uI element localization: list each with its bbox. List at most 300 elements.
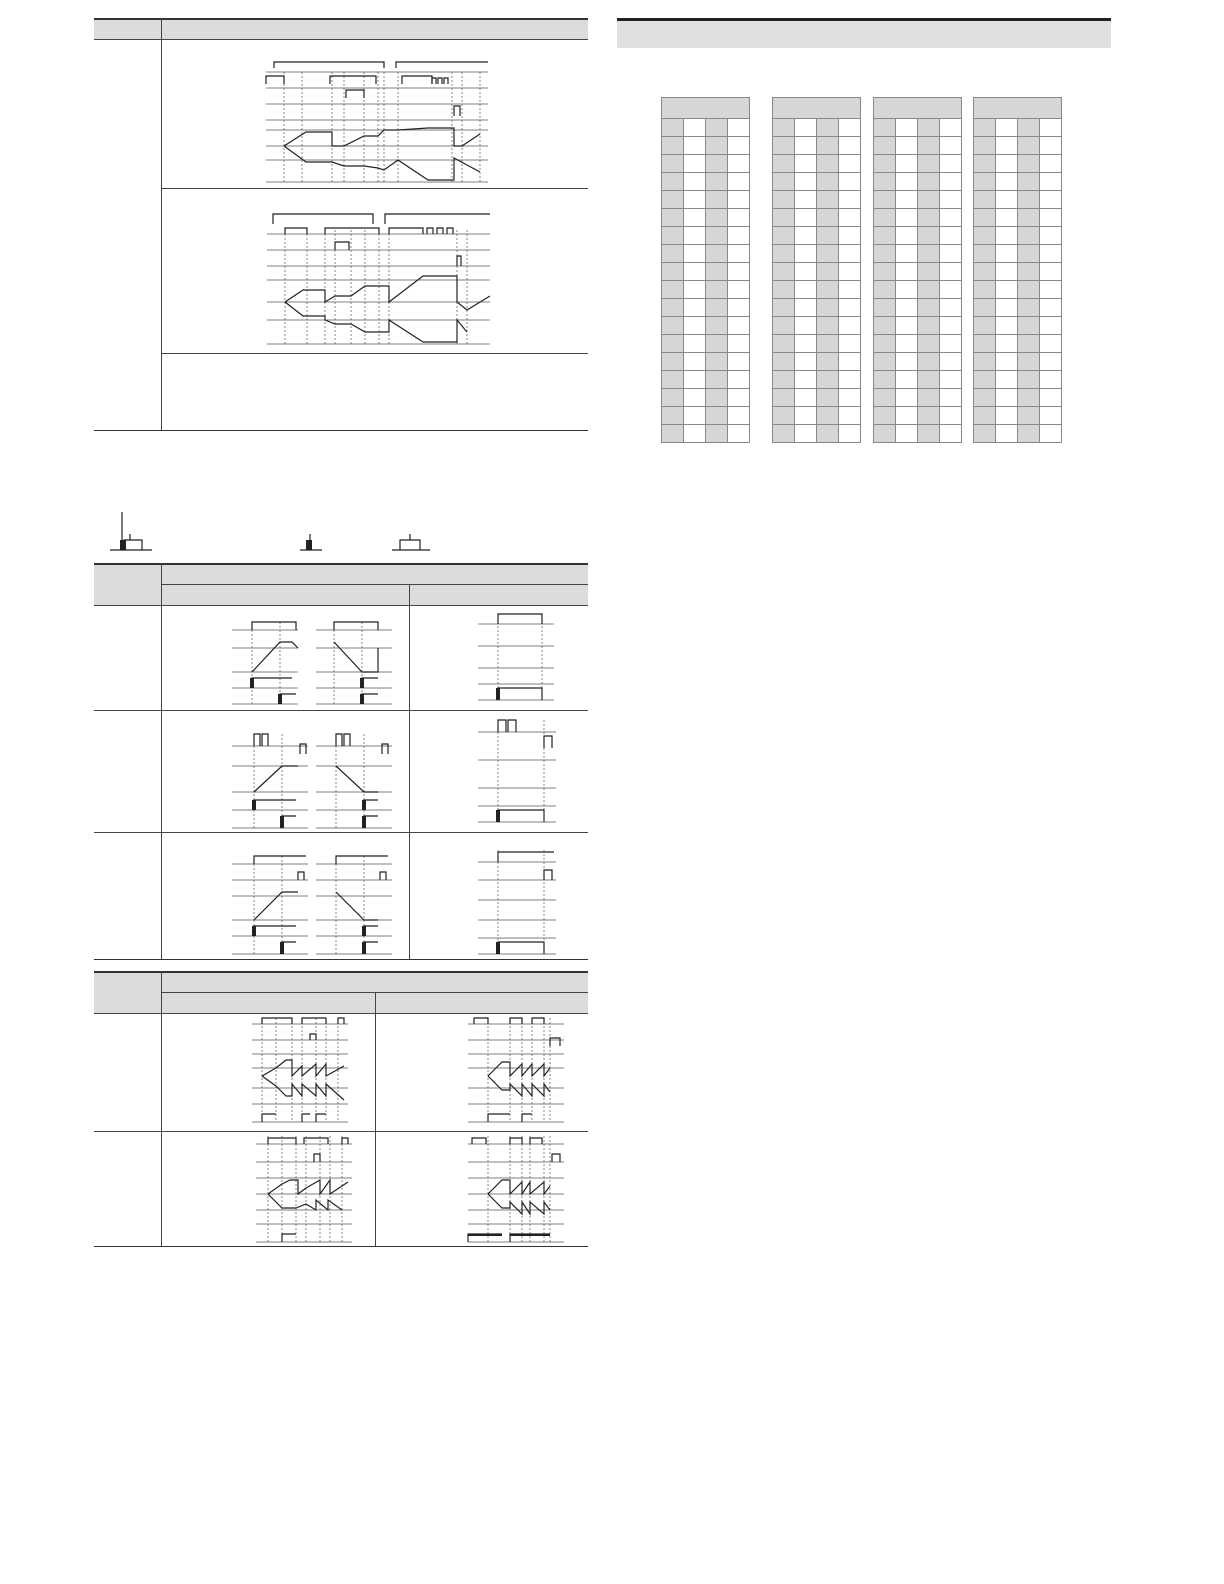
table-cell: [728, 335, 750, 353]
table-cell: [817, 425, 839, 443]
table-row: [662, 119, 750, 137]
table-cell: [1018, 353, 1040, 371]
table-cell: [662, 173, 684, 191]
table-row: [974, 335, 1062, 353]
table-cell: [940, 137, 962, 155]
table-row: [662, 173, 750, 191]
table-cell: [1040, 155, 1062, 173]
table-cell: [874, 281, 896, 299]
table-cell: [874, 173, 896, 191]
table-cell: [662, 209, 684, 227]
table-cell: [817, 209, 839, 227]
table-cell: [795, 317, 817, 335]
table-row: [874, 155, 962, 173]
table-cell: [706, 209, 728, 227]
mid-row1-right-diagram: [478, 612, 554, 702]
table-cell: [896, 371, 918, 389]
table-cell: [918, 353, 940, 371]
table-cell: [1040, 407, 1062, 425]
table-cell: [940, 281, 962, 299]
parameter-table-3: [873, 97, 962, 443]
table-cell: [996, 263, 1018, 281]
table-cell: [773, 317, 795, 335]
table-cell: [1040, 317, 1062, 335]
table-cell: [795, 371, 817, 389]
table-cell: [874, 191, 896, 209]
table-cell: [728, 155, 750, 173]
table-cell: [918, 191, 940, 209]
table-row: [974, 281, 1062, 299]
table-cell: [918, 281, 940, 299]
table-row: [662, 407, 750, 425]
table-cell: [974, 173, 996, 191]
table-row: [974, 371, 1062, 389]
mid-row3-right-diagram: [478, 848, 556, 956]
table-cell: [896, 317, 918, 335]
table-cell: [728, 425, 750, 443]
table-cell: [896, 119, 918, 137]
table-cell: [662, 155, 684, 173]
bottom-row2-left-diagram: [256, 1134, 352, 1244]
table-cell: [773, 137, 795, 155]
table-cell: [896, 335, 918, 353]
table-cell: [896, 281, 918, 299]
table-row: [773, 173, 861, 191]
table-cell: [996, 191, 1018, 209]
table-cell: [795, 119, 817, 137]
table-row: [874, 191, 962, 209]
table-cell: [918, 425, 940, 443]
table-cell: [817, 335, 839, 353]
table-cell: [684, 389, 706, 407]
table-row: [874, 245, 962, 263]
table-cell: [706, 317, 728, 335]
table-cell: [795, 227, 817, 245]
table-cell: [839, 173, 861, 191]
table-cell: [996, 209, 1018, 227]
table-row: [974, 317, 1062, 335]
table-cell: [728, 299, 750, 317]
table-cell: [773, 299, 795, 317]
table-cell: [1018, 299, 1040, 317]
table-cell: [1040, 173, 1062, 191]
table-cell: [795, 263, 817, 281]
parameter-table-header: [773, 98, 861, 119]
table-cell: [817, 317, 839, 335]
table-cell: [839, 425, 861, 443]
table-cell: [706, 119, 728, 137]
table-cell: [874, 209, 896, 227]
table-cell: [896, 137, 918, 155]
table-cell: [918, 173, 940, 191]
table-cell: [773, 119, 795, 137]
table-row: [773, 191, 861, 209]
table-row: [662, 155, 750, 173]
table-cell: [839, 227, 861, 245]
table-cell: [773, 245, 795, 263]
table-row: [662, 191, 750, 209]
table-row: [773, 155, 861, 173]
table-cell: [1040, 371, 1062, 389]
table-cell: [817, 227, 839, 245]
table-cell: [874, 119, 896, 137]
table-cell: [839, 119, 861, 137]
table-cell: [896, 227, 918, 245]
table-cell: [996, 299, 1018, 317]
table-cell: [817, 119, 839, 137]
table-cell: [706, 137, 728, 155]
table-cell: [795, 209, 817, 227]
table-cell: [706, 227, 728, 245]
table-cell: [996, 173, 1018, 191]
table-cell: [773, 281, 795, 299]
table-row: [974, 353, 1062, 371]
table-cell: [996, 425, 1018, 443]
table-cell: [706, 353, 728, 371]
table-cell: [918, 263, 940, 281]
table-cell: [662, 389, 684, 407]
mid-row1-left-diagram: [232, 618, 392, 706]
table-cell: [1018, 119, 1040, 137]
table-cell: [773, 371, 795, 389]
table-cell: [706, 389, 728, 407]
table-cell: [996, 389, 1018, 407]
table-cell: [795, 353, 817, 371]
table-row: [773, 119, 861, 137]
table-cell: [684, 155, 706, 173]
table-cell: [728, 173, 750, 191]
table-row: [662, 209, 750, 227]
table-cell: [896, 407, 918, 425]
table-cell: [1040, 389, 1062, 407]
table-cell: [839, 371, 861, 389]
table-cell: [773, 191, 795, 209]
table-cell: [918, 245, 940, 263]
table-cell: [839, 281, 861, 299]
table-cell: [874, 353, 896, 371]
table-cell: [874, 317, 896, 335]
table-cell: [684, 119, 706, 137]
table-row: [773, 299, 861, 317]
table-cell: [662, 371, 684, 389]
table-cell: [706, 245, 728, 263]
table-cell: [728, 317, 750, 335]
table-cell: [918, 317, 940, 335]
table-cell: [795, 173, 817, 191]
table-cell: [940, 407, 962, 425]
table-cell: [1040, 299, 1062, 317]
table-row: [773, 389, 861, 407]
parameter-table-1: [661, 97, 750, 443]
table-cell: [996, 317, 1018, 335]
table-cell: [1040, 263, 1062, 281]
table-cell: [974, 407, 996, 425]
table-cell: [662, 227, 684, 245]
table-row: [773, 371, 861, 389]
table-cell: [1018, 371, 1040, 389]
table-cell: [918, 227, 940, 245]
table-cell: [684, 317, 706, 335]
table-row: [974, 389, 1062, 407]
table-cell: [773, 173, 795, 191]
table-cell: [662, 263, 684, 281]
table-cell: [974, 425, 996, 443]
table-cell: [996, 155, 1018, 173]
table-cell: [839, 335, 861, 353]
table-row: [874, 371, 962, 389]
table-cell: [896, 209, 918, 227]
table-cell: [974, 281, 996, 299]
table-cell: [874, 137, 896, 155]
table-row: [773, 407, 861, 425]
table-cell: [896, 389, 918, 407]
table-cell: [662, 281, 684, 299]
table-cell: [940, 191, 962, 209]
table-cell: [1018, 191, 1040, 209]
table-cell: [795, 407, 817, 425]
table-cell: [1040, 425, 1062, 443]
table-cell: [874, 245, 896, 263]
table-cell: [817, 245, 839, 263]
table-cell: [1018, 425, 1040, 443]
table-row: [874, 209, 962, 227]
table-cell: [817, 263, 839, 281]
table-cell: [874, 155, 896, 173]
table-cell: [940, 317, 962, 335]
table-cell: [773, 425, 795, 443]
table-cell: [874, 299, 896, 317]
table-row: [874, 263, 962, 281]
table-row: [662, 371, 750, 389]
table-row: [874, 281, 962, 299]
timing-chart-2: [267, 210, 490, 346]
table-cell: [940, 155, 962, 173]
table-row: [874, 227, 962, 245]
table-cell: [940, 389, 962, 407]
table-cell: [839, 155, 861, 173]
table-cell: [706, 191, 728, 209]
table-cell: [974, 119, 996, 137]
table-cell: [1040, 119, 1062, 137]
table-cell: [1018, 281, 1040, 299]
table-cell: [974, 263, 996, 281]
table-cell: [662, 119, 684, 137]
table-cell: [974, 371, 996, 389]
table-row: [874, 137, 962, 155]
table-cell: [918, 371, 940, 389]
table-cell: [974, 389, 996, 407]
section-header-bar: [617, 18, 1111, 48]
table-cell: [940, 299, 962, 317]
table-cell: [795, 299, 817, 317]
table-cell: [817, 191, 839, 209]
table-cell: [684, 353, 706, 371]
table-row: [773, 263, 861, 281]
table-cell: [896, 353, 918, 371]
table-row: [773, 425, 861, 443]
table-cell: [706, 299, 728, 317]
table-row: [662, 137, 750, 155]
table-cell: [773, 335, 795, 353]
table-cell: [662, 299, 684, 317]
table-cell: [896, 245, 918, 263]
table-cell: [728, 281, 750, 299]
table-cell: [662, 317, 684, 335]
table-cell: [684, 299, 706, 317]
table-cell: [974, 155, 996, 173]
table-cell: [728, 389, 750, 407]
table-row: [974, 245, 1062, 263]
table-cell: [1040, 335, 1062, 353]
table-cell: [974, 317, 996, 335]
table-cell: [795, 425, 817, 443]
bottom-row1-left-diagram: [252, 1016, 348, 1124]
table-cell: [896, 155, 918, 173]
table-row: [974, 209, 1062, 227]
table-cell: [795, 245, 817, 263]
table-cell: [1040, 281, 1062, 299]
bottom-row1-right-diagram: [468, 1016, 564, 1124]
table-cell: [773, 227, 795, 245]
table-row: [662, 299, 750, 317]
table-cell: [839, 299, 861, 317]
table-cell: [684, 209, 706, 227]
table-cell: [839, 407, 861, 425]
table-cell: [896, 263, 918, 281]
mid-row3-left-diagram: [232, 852, 392, 956]
table-row: [974, 119, 1062, 137]
table-cell: [817, 155, 839, 173]
table-cell: [839, 245, 861, 263]
table-cell: [795, 335, 817, 353]
table-cell: [918, 299, 940, 317]
table-cell: [1018, 317, 1040, 335]
table-row: [974, 191, 1062, 209]
table-cell: [839, 317, 861, 335]
table-cell: [940, 263, 962, 281]
table-cell: [918, 119, 940, 137]
parameter-table-2: [772, 97, 861, 443]
table-cell: [940, 245, 962, 263]
table-cell: [839, 209, 861, 227]
table-cell: [728, 209, 750, 227]
table-cell: [1040, 245, 1062, 263]
table-cell: [996, 407, 1018, 425]
table-row: [662, 353, 750, 371]
table-cell: [1018, 155, 1040, 173]
parameter-table-header: [974, 98, 1062, 119]
table-cell: [996, 227, 1018, 245]
table-cell: [684, 425, 706, 443]
table-cell: [728, 119, 750, 137]
table-cell: [974, 245, 996, 263]
table-row: [773, 227, 861, 245]
table-cell: [817, 173, 839, 191]
table-row: [773, 353, 861, 371]
table-row: [773, 137, 861, 155]
table-row: [974, 263, 1062, 281]
table-cell: [874, 425, 896, 443]
table-cell: [728, 227, 750, 245]
table-cell: [918, 155, 940, 173]
table-cell: [974, 335, 996, 353]
table-cell: [795, 389, 817, 407]
table-cell: [706, 425, 728, 443]
table-row: [874, 119, 962, 137]
table-row: [773, 335, 861, 353]
table-cell: [974, 191, 996, 209]
table-row: [773, 317, 861, 335]
table-cell: [706, 335, 728, 353]
table-cell: [684, 335, 706, 353]
table-cell: [839, 137, 861, 155]
table-cell: [684, 245, 706, 263]
table-cell: [940, 227, 962, 245]
table-row: [874, 353, 962, 371]
table-cell: [728, 371, 750, 389]
table-cell: [1018, 335, 1040, 353]
table-cell: [896, 173, 918, 191]
table-cell: [940, 209, 962, 227]
table-cell: [662, 335, 684, 353]
table-cell: [1040, 137, 1062, 155]
table-cell: [1040, 227, 1062, 245]
table-cell: [918, 335, 940, 353]
table-cell: [996, 119, 1018, 137]
table-cell: [773, 353, 795, 371]
table-row: [974, 173, 1062, 191]
table-cell: [974, 137, 996, 155]
table-row: [974, 137, 1062, 155]
parameter-table-header: [662, 98, 750, 119]
table-cell: [684, 227, 706, 245]
table-cell: [1018, 173, 1040, 191]
table-cell: [1040, 191, 1062, 209]
table-cell: [662, 407, 684, 425]
table-cell: [940, 425, 962, 443]
table-cell: [706, 371, 728, 389]
legend-symbols: [108, 512, 438, 554]
table-cell: [1018, 137, 1040, 155]
table-cell: [728, 407, 750, 425]
table-row: [662, 425, 750, 443]
table-cell: [728, 263, 750, 281]
table-cell: [1018, 263, 1040, 281]
table-cell: [728, 191, 750, 209]
table-row: [974, 299, 1062, 317]
table-cell: [728, 353, 750, 371]
table-cell: [996, 281, 1018, 299]
table-cell: [684, 137, 706, 155]
table-cell: [996, 245, 1018, 263]
table-row: [662, 263, 750, 281]
table-row: [974, 155, 1062, 173]
table-row: [662, 317, 750, 335]
table-cell: [1040, 353, 1062, 371]
table-cell: [839, 263, 861, 281]
table-cell: [940, 371, 962, 389]
table-row: [662, 335, 750, 353]
table-cell: [940, 353, 962, 371]
table-cell: [817, 389, 839, 407]
table-cell: [706, 407, 728, 425]
table-cell: [1040, 209, 1062, 227]
table-cell: [996, 335, 1018, 353]
table-cell: [728, 137, 750, 155]
table-cell: [996, 137, 1018, 155]
table-row: [974, 227, 1062, 245]
table-cell: [996, 371, 1018, 389]
